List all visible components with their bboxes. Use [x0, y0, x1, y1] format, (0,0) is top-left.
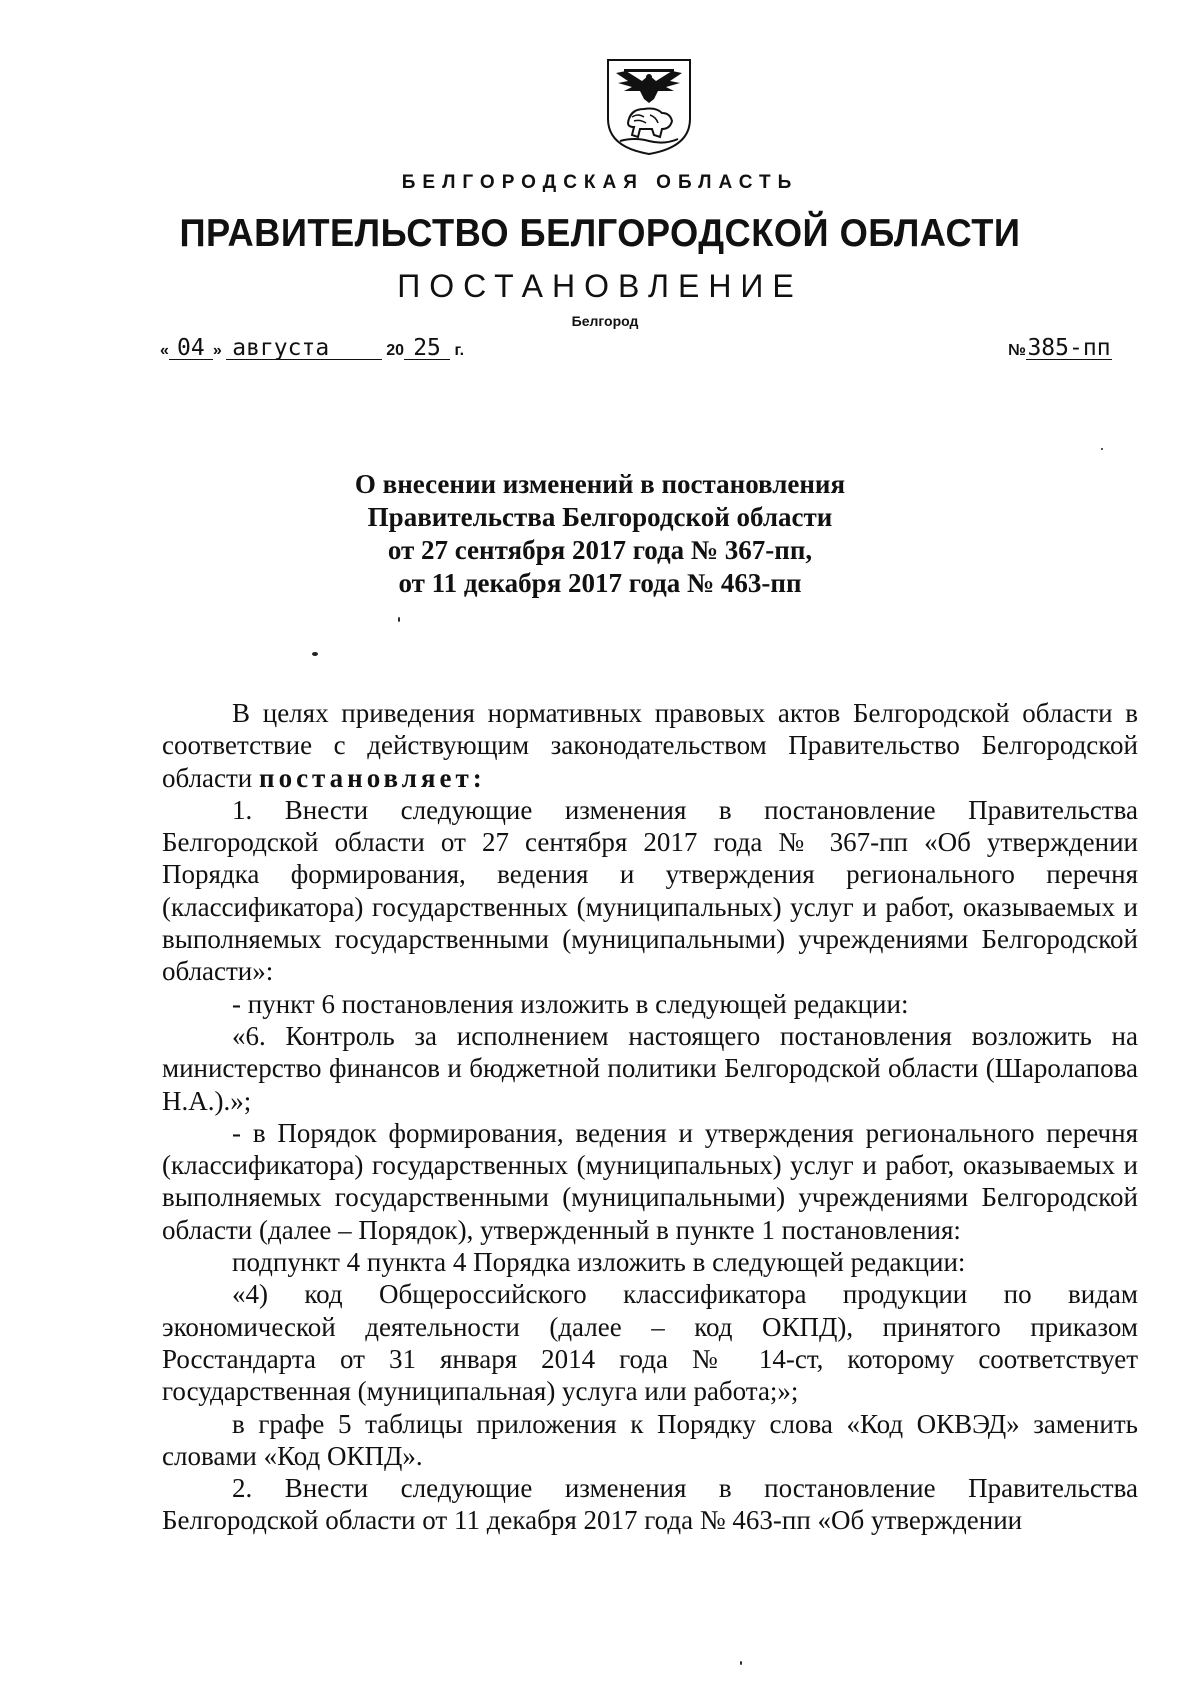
- government-heading: ПРАВИТЕЛЬСТВО БЕЛГОРОДСКОЙ ОБЛАСТИ: [179, 212, 1021, 255]
- paragraph-7: в графе 5 таблицы приложения к Порядку слова «Код ОКВЭД» заменить словами «Код ОКПД».: [162, 1408, 1138, 1471]
- paragraph-1: 1. Внести следующие изменения в постановление Правительства Белгородской области от 27 сентября 2017 года № 367-пп «Об утверждении Порядка формирования, ведения и утверждения регионального перечня (классификатора) государственных (муниципальных) услуг и работ, оказываемых и выполняемых государственными (муниципальными) учреждениями Белгородской области»:: [162, 794, 1138, 987]
- title-line-3: от 27 сентября 2017 года № 367-пп,: [387, 535, 813, 565]
- paragraph-6: «4) код Общероссийского классификатора продукции по видам экономической деятельности (далее – код ОКПД), принятого приказом Росстандарта от 31 января 2014 года № 14-ст, которому соответствует государственная (муниципальная) услуга или работа;»;: [162, 1279, 1138, 1407]
- date-day: 04: [169, 337, 213, 360]
- title-line-4: от 11 декабря 2017 года № 463-пп: [398, 568, 802, 598]
- paragraph-3: «6. Контроль за исполнением настоящего постановления возложить на министерство финансов и бюджетной политики Белгородской области (Шаролапова Н.А.).»;: [162, 1020, 1138, 1116]
- paragraph-4: - в Порядок формирования, ведения и утверждения регионального перечня (классификатора) государственных (муниципальных) услуг и работ, оказываемых и выполняемых государственными (муниципальными) учреждениями Белгородской области (далее – Порядок), утвержденный в пункте 1 постановления:: [162, 1117, 1138, 1245]
- document-title: [0, 468, 1200, 600]
- document-body: [162, 697, 1138, 1537]
- paragraph-5: подпункт 4 пункта 4 Порядка изложить в следующей редакции:: [232, 1247, 966, 1278]
- number-value: 385-пп: [1027, 335, 1111, 361]
- scan-speck: [398, 617, 400, 622]
- scan-speck: [1101, 448, 1103, 450]
- date-month: августа: [226, 337, 382, 360]
- intro-paragraph: [162, 697, 1138, 794]
- region-heading: БЕЛГОРОДСКАЯ ОБЛАСТЬ: [401, 172, 799, 193]
- date-year-suffix: 25: [404, 337, 450, 360]
- date-open-quote: «: [160, 342, 169, 359]
- paragraph-2: - пункт 6 постановления изложить в следующей редакции:: [232, 988, 909, 1019]
- date-close-quote: »: [212, 342, 222, 359]
- date-year-mark: г.: [454, 342, 465, 359]
- scan-speck: [740, 1661, 742, 1665]
- scan-speck: [312, 652, 318, 656]
- document-type-heading: ПОСТАНОВЛЕНИЕ: [397, 268, 803, 304]
- document-date: [160, 337, 464, 360]
- title-line-2: Правительства Белгородской области: [367, 502, 833, 532]
- paragraph-8: 2. Внести следующие изменения в постановление Правительства Белгородской области от 11 декабря 2017 года № 463-пп «Об утверждении: [162, 1473, 1138, 1536]
- number-label: №: [1008, 342, 1026, 359]
- resolves-word: постановляет:: [259, 762, 486, 793]
- date-year-prefix: 20: [386, 342, 405, 359]
- city-label: Белгород: [571, 313, 639, 329]
- title-line-1: О внесении изменений в постановления: [354, 469, 846, 499]
- document-number: [1008, 337, 1112, 360]
- intro-text: В целях приведения нормативных правовых актов Белгородской области в соответствие с действующим законодательством Правительство Белгородской области: [162, 698, 1138, 793]
- coat-of-arms-emblem: [604, 57, 694, 157]
